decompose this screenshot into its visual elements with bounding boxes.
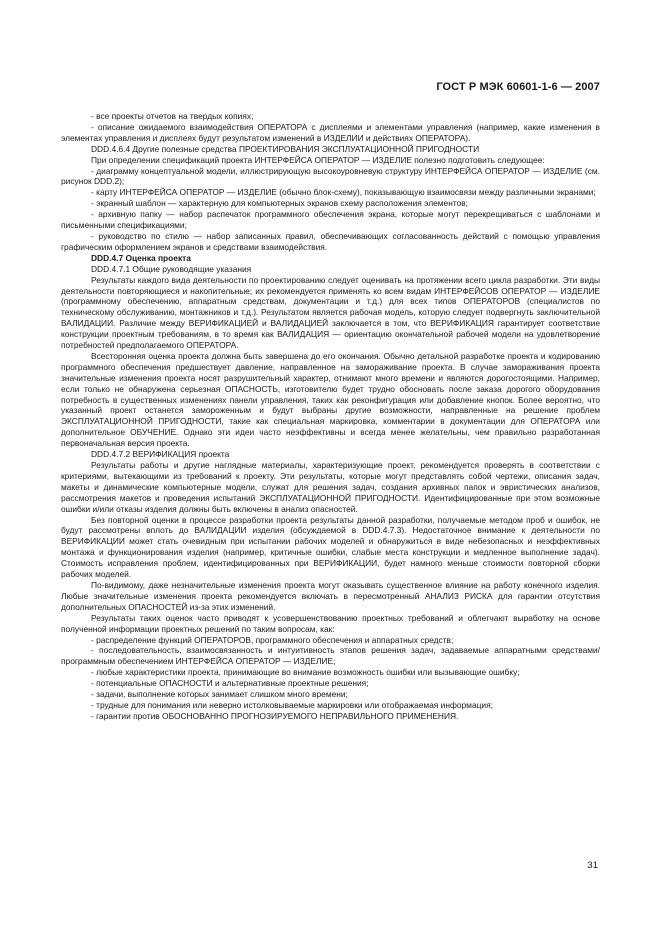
list-item: - руководство по стилю — набор записанных правил, обеспечивающих согласованность действий с помощью управления графическим оформлением экранов и средствами взаимодействия. [61, 230, 600, 252]
list-item: - распределение функций ОПЕРАТОРОВ, программного обеспечения и аппаратных средств; [91, 634, 454, 645]
list-item: - последовательность, взаимосвязанность и интуитивность этапов решения задач, задаваемые аппаратными средствами/программным обеспечением ИНТЕРФЕЙСА ОПЕРАТОР — ИЗДЕЛИЕ; [61, 645, 600, 667]
list-item: - гарантии против ОБОСНОВАННО ПРОГНОЗИРУЕМОГО НЕПРАВИЛЬНОГО ПРИМЕНЕНИЯ. [91, 710, 459, 721]
paragraph: Без повторной оценки в процессе разработки проекта результаты данной разработки, получаемые методом проб и ошибок, не будут рассмотрены вплоть до ВАЛИДАЦИИ изделия (обсуждаемой в DDD.4.7.3). Недостаточное внимание к деятельности по ВЕРИФИКАЦИИ может стать очевидным при испытании рабочих моделей и обнаружиться в виде небезопасных и неэффективных монтажа и функционирования изделия (например, критичные ошибки, слабые места конструкции и медленное выполнение задач). Стоимость исправления проблем, идентифицированных при ВЕРИФИКАЦИИ, будет намного меньше стоимости повторной сборки рабочих моделей. [61, 514, 600, 580]
list-item: - трудные для понимания или неверно истолковываемые маркировки или отображаемая информация; [91, 699, 493, 710]
list-item: - задачи, выполнение которых занимает слишком много времени; [91, 689, 348, 700]
list-item: - диаграмму концептуальной модели, иллюстрирующую высокоуровневую структуру ИНТЕРФЕЙСА ОПЕРАТОР — ИЗДЕЛИЕ (см. рисунок DDD.2); [61, 165, 600, 187]
list-item: - все проекты отчетов на твердых копиях; [91, 111, 254, 121]
paragraph: Результаты таких оценок часто приводят к усовершенствованию проектных требований и облегчают выработку на основе полученной информации проектных решений по таким вопросам, как: [61, 612, 600, 634]
list-item: - экранный шаблон — характерную для компьютерных экранов схему расположения элементов; [91, 198, 469, 209]
subsection-heading: DDD.4.7.1 Общие руководящие указания [91, 263, 252, 274]
paragraph: Результаты каждого вида деятельности по проектированию следует оценивать на протяжении всего цикла разработки. Эти виды деятельности повторяющиеся и накопительные; их рекомендуется применять ко всем видам ИНТЕРФЕЙСОВ ОПЕРАТОР — ИЗДЕЛИЕ (программному обеспечению, аппаратным средствам, документации и т.д.) для всех типов ОПЕРАТОРОВ (специалистов по техническому обслуживанию, монтажников и т.д.). Результатом является рабочая модель, которую следует подвергнуть заключительной ВАЛИДАЦИИ. Различие между ВЕРИФИКАЦИЕЙ и ВАЛИДАЦИЕЙ заключается в том, что ВЕРИФИКАЦИЯ гарантирует соответствие конструкции проектным требованиям, в то время как ВАЛИДАЦИЯ — ориентацию окончательной рабочей модели на удовлетворение потребностей предполагаемого ОПЕРАТОРА. [61, 274, 600, 351]
subsection-heading: DDD.4.7.2 ВЕРИФИКАЦИЯ проекта [91, 449, 230, 460]
page-number: 31 [587, 860, 598, 871]
section-heading: DDD.4.7 Оценка проекта [91, 252, 191, 263]
paragraph: Результаты работы и другие наглядные материалы, характеризующие проект, рекомендуется проверять в соответствии с критериями, вытекающими из требований к проекту. Эти результаты, которые могут представлять собой чертежи, описания задач, макеты и динамические компьютерные модели, служат для решения задач, создания архивных папок и эвристических анализов, рассмотрения макетов и проведения испытаний ЭКСПЛУАТАЦИОННОЙ ПРИГОДНОСТИ. Идентифицированные при этом возможные ошибки и/или отказы изделия должны быть включены в анализ опасностей. [61, 460, 600, 514]
list-item: - карту ИНТЕРФЕЙСА ОПЕРАТОР — ИЗДЕЛИЕ (обычно блок-схему), показывающую взаимосвязи между различными экранами; [91, 187, 596, 198]
document-body [61, 111, 600, 722]
standard-designation: ГОСТ Р МЭК 60601-1-6 — 2007 [436, 81, 600, 93]
subsection-heading: DDD.4.6.4 Другие полезные средства ПРОЕКТИРОВАНИЯ ЭКСПЛУАТАЦИОННОЙ ПРИГОДНОСТИ [91, 143, 480, 154]
list-item: - потенциальные ОПАСНОСТИ и альтернативные проектные решения; [91, 678, 369, 689]
list-item: - любые характеристики проекта, принимающие во внимание возможность ошибки или вызывающие ошибку; [91, 667, 520, 678]
paragraph: Всесторонняя оценка проекта должна быть завершена до его окончания. Обычно детальной разработке проекта и кодированию программного обеспечения предшествует давление, направленное на замораживание проекта. В случае замораживания проекта значительные изменения проекта носят разрушительный характер, отнимают много времени и являются дорогостоящими. Например, если только не обнаружена серьезная ОПАСНОСТЬ, изготовителю будет трудно обосновать после заказа дорогого оборудования потребность в существенных изменениях панели управления, таких как реконфигурация или добавление кнопок. Более вероятно, что указанный проект останется замороженным и будут выбраны другие возможности, направленные на решение проблем ЭКСПЛУАТАЦИОННОЙ ПРИГОДНОСТИ, такие как специальная маркировка, комментарии в документации для ОПЕРАТОРА или дополнительное ОБУЧЕНИЕ. Однако эти идеи часто неэффективны и всегда менее желательны, чем правильно разработанная первоначальная версия проекта. [61, 350, 600, 449]
paragraph: При определении спецификаций проекта ИНТЕРФЕЙСА ОПЕРАТОР — ИЗДЕЛИЕ полезно подготовить следующее: [91, 154, 545, 165]
paragraph: По-видимому, даже незначительные изменения проекта могут оказывать существенное влияние на работу конечного изделия. Любые значительные изменения проекта рекомендуется включать в пересмотренный АНАЛИЗ РИСКА для гарантии отсутствия дополнительных ОПАСНОСТЕЙ из-за этих изменений. [61, 579, 600, 612]
list-item: - архивную папку — набор распечаток программного обеспечения экрана, которые могут перекрещиваться с шаблонами и письменными спецификациями; [61, 209, 600, 231]
list-item: - описание ожидаемого взаимодействия ОПЕРАТОРА с дисплеями и элементами управления (например, какие изменения в элементах управления и дисплеях будут результатом изменений в ИЗДЕЛИИ и действиях ОПЕРАТОРА). [61, 121, 600, 143]
